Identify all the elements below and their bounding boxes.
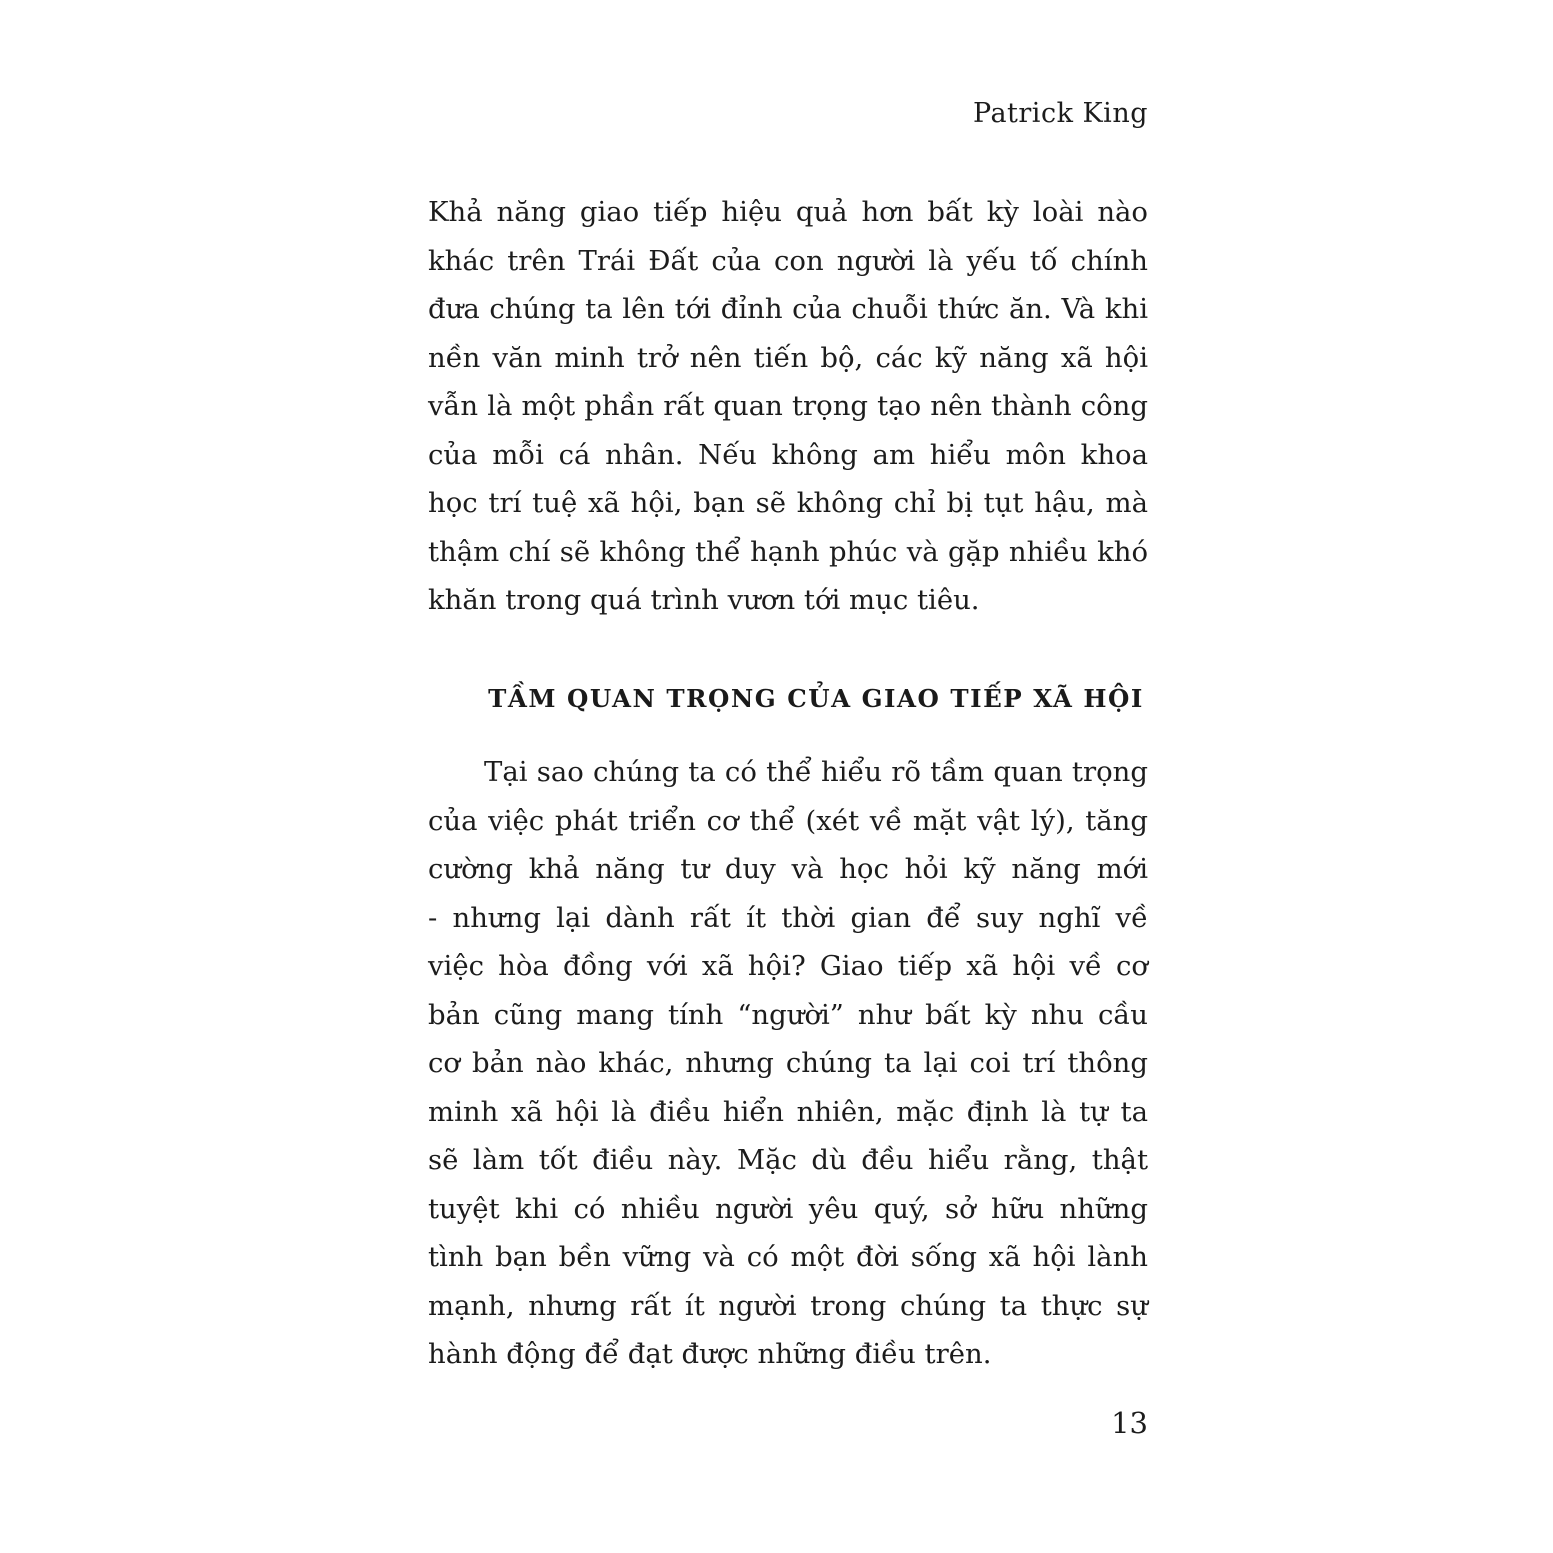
text-line: sẽ làm tốt điều này. Mặc dù đều hiểu rằng, thật [428,1144,1148,1176]
running-header: Patrick King [973,98,1148,129]
text-line: bản cũng mang tính “người” như bất kỳ nhu cầu [428,998,1148,1031]
paragraph-1 [428,188,1148,625]
text-line: minh xã hội là điều hiển nhiên, mặc định là tự ta [428,1095,1148,1128]
text-line: nền văn minh trở nên tiến bộ, các kỹ năng xã hội [428,341,1148,374]
text-line: Tại sao chúng ta có thể hiểu rõ tầm quan trọng [484,756,1148,788]
text-line: của việc phát triển cơ thể (xét về mặt vật lý), tăng [428,804,1148,837]
section-heading: TẦM QUAN TRỌNG CỦA GIAO TIẾP XÃ HỘI [488,684,1144,713]
text-line: cơ bản nào khác, nhưng chúng ta lại coi trí thông [428,1047,1148,1079]
page-number: 13 [1111,1406,1148,1440]
text-line: Khả năng giao tiếp hiệu quả hơn bất kỳ loài nào [428,196,1148,228]
text-line: mạnh, nhưng rất ít người trong chúng ta thực sự [428,1289,1148,1322]
text-line: đưa chúng ta lên tới đỉnh của chuỗi thức ăn. Và khi [428,293,1148,325]
text-line: học trí tuệ xã hội, bạn sẽ không chỉ bị tụt hậu, mà [428,487,1148,519]
text-line: tình bạn bền vững và có một đời sống xã hội lành [428,1241,1148,1273]
text-line: của mỗi cá nhân. Nếu không am hiểu môn khoa [428,438,1148,471]
text-line: khác trên Trái Đất của con người là yếu tố chính [428,244,1148,277]
text-line: khăn trong quá trình vươn tới mục tiêu. [428,584,980,616]
paragraph-2 [428,748,1148,1379]
text-line: vẫn là một phần rất quan trọng tạo nên thành công [428,390,1148,422]
text-line: cường khả năng tư duy và học hỏi kỹ năng mới [428,853,1148,885]
text-line: tuyệt khi có nhiều người yêu quý, sở hữu những [428,1192,1148,1225]
text-line: thậm chí sẽ không thể hạnh phúc và gặp nhiều khó [428,535,1148,568]
text-line: hành động để đạt được những điều trên. [428,1338,992,1370]
text-line: - nhưng lại dành rất ít thời gian để suy nghĩ về [428,901,1148,934]
text-line: việc hòa đồng với xã hội? Giao tiếp xã hội về cơ [428,950,1148,982]
